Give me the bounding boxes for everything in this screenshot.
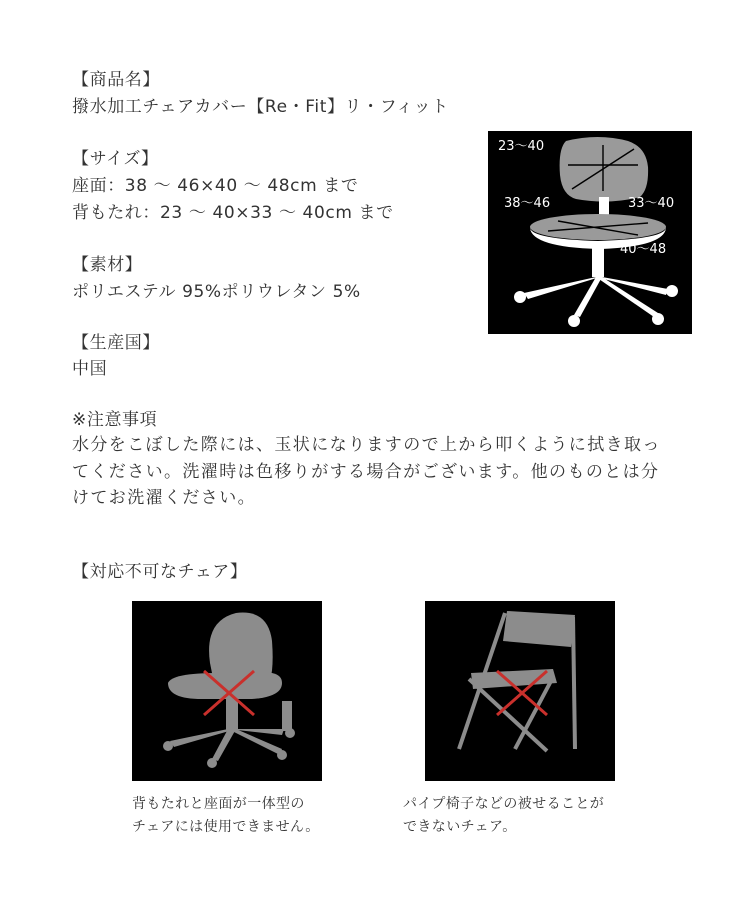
label-seat-width: 40～48 [620,242,667,257]
material-value: ポリエステル 95%ポリウレタン 5% [72,282,361,302]
incompatible-heading: 【対応不可なチェア】 [72,562,248,582]
chair-dimension-diagram [488,131,692,334]
size-back: 背もたれ：23 ～ 40×33 ～ 40cm まで [72,203,394,223]
size-seat: 座面：38 ～ 46×40 ～ 48cm まで [72,176,359,196]
size-heading: 【サイズ】 [72,149,159,169]
pipe-chair-image [425,601,615,781]
caption-pipe-line1: パイプ椅子などの被せることが [403,796,605,812]
origin-heading: 【生産国】 [72,333,160,353]
one-piece-office-chair-icon [132,601,322,781]
office-chair-dimension-icon [488,131,692,334]
notes-body: 水分をこぼした際には、玉状になりますので上から叩くように拭き取ってください。洗濯時は色移りがする場合がございます。他のものとは分けてお洗濯ください。 [72,435,661,508]
product-name-value: 撥水加工チェアカバー【Re・Fit】リ・フィット [72,97,449,117]
caption-one-piece-line1: 背もたれと座面が一体型の [132,796,305,812]
notes-heading: ※注意事項 [72,410,158,430]
label-back-height: 23～40 [498,139,545,154]
origin-value: 中国 [72,359,108,379]
caption-one-piece-line2: チェアには使用できません。 [132,819,320,835]
one-piece-chair-image [132,601,322,781]
label-seat-depth: 38～46 [504,196,551,211]
caption-pipe-line2: できないチェア。 [403,819,517,835]
product-name-heading: 【商品名】 [72,70,160,90]
label-back-width: 33～40 [628,196,675,211]
material-heading: 【素材】 [72,255,143,275]
folding-pipe-chair-icon [425,601,615,781]
